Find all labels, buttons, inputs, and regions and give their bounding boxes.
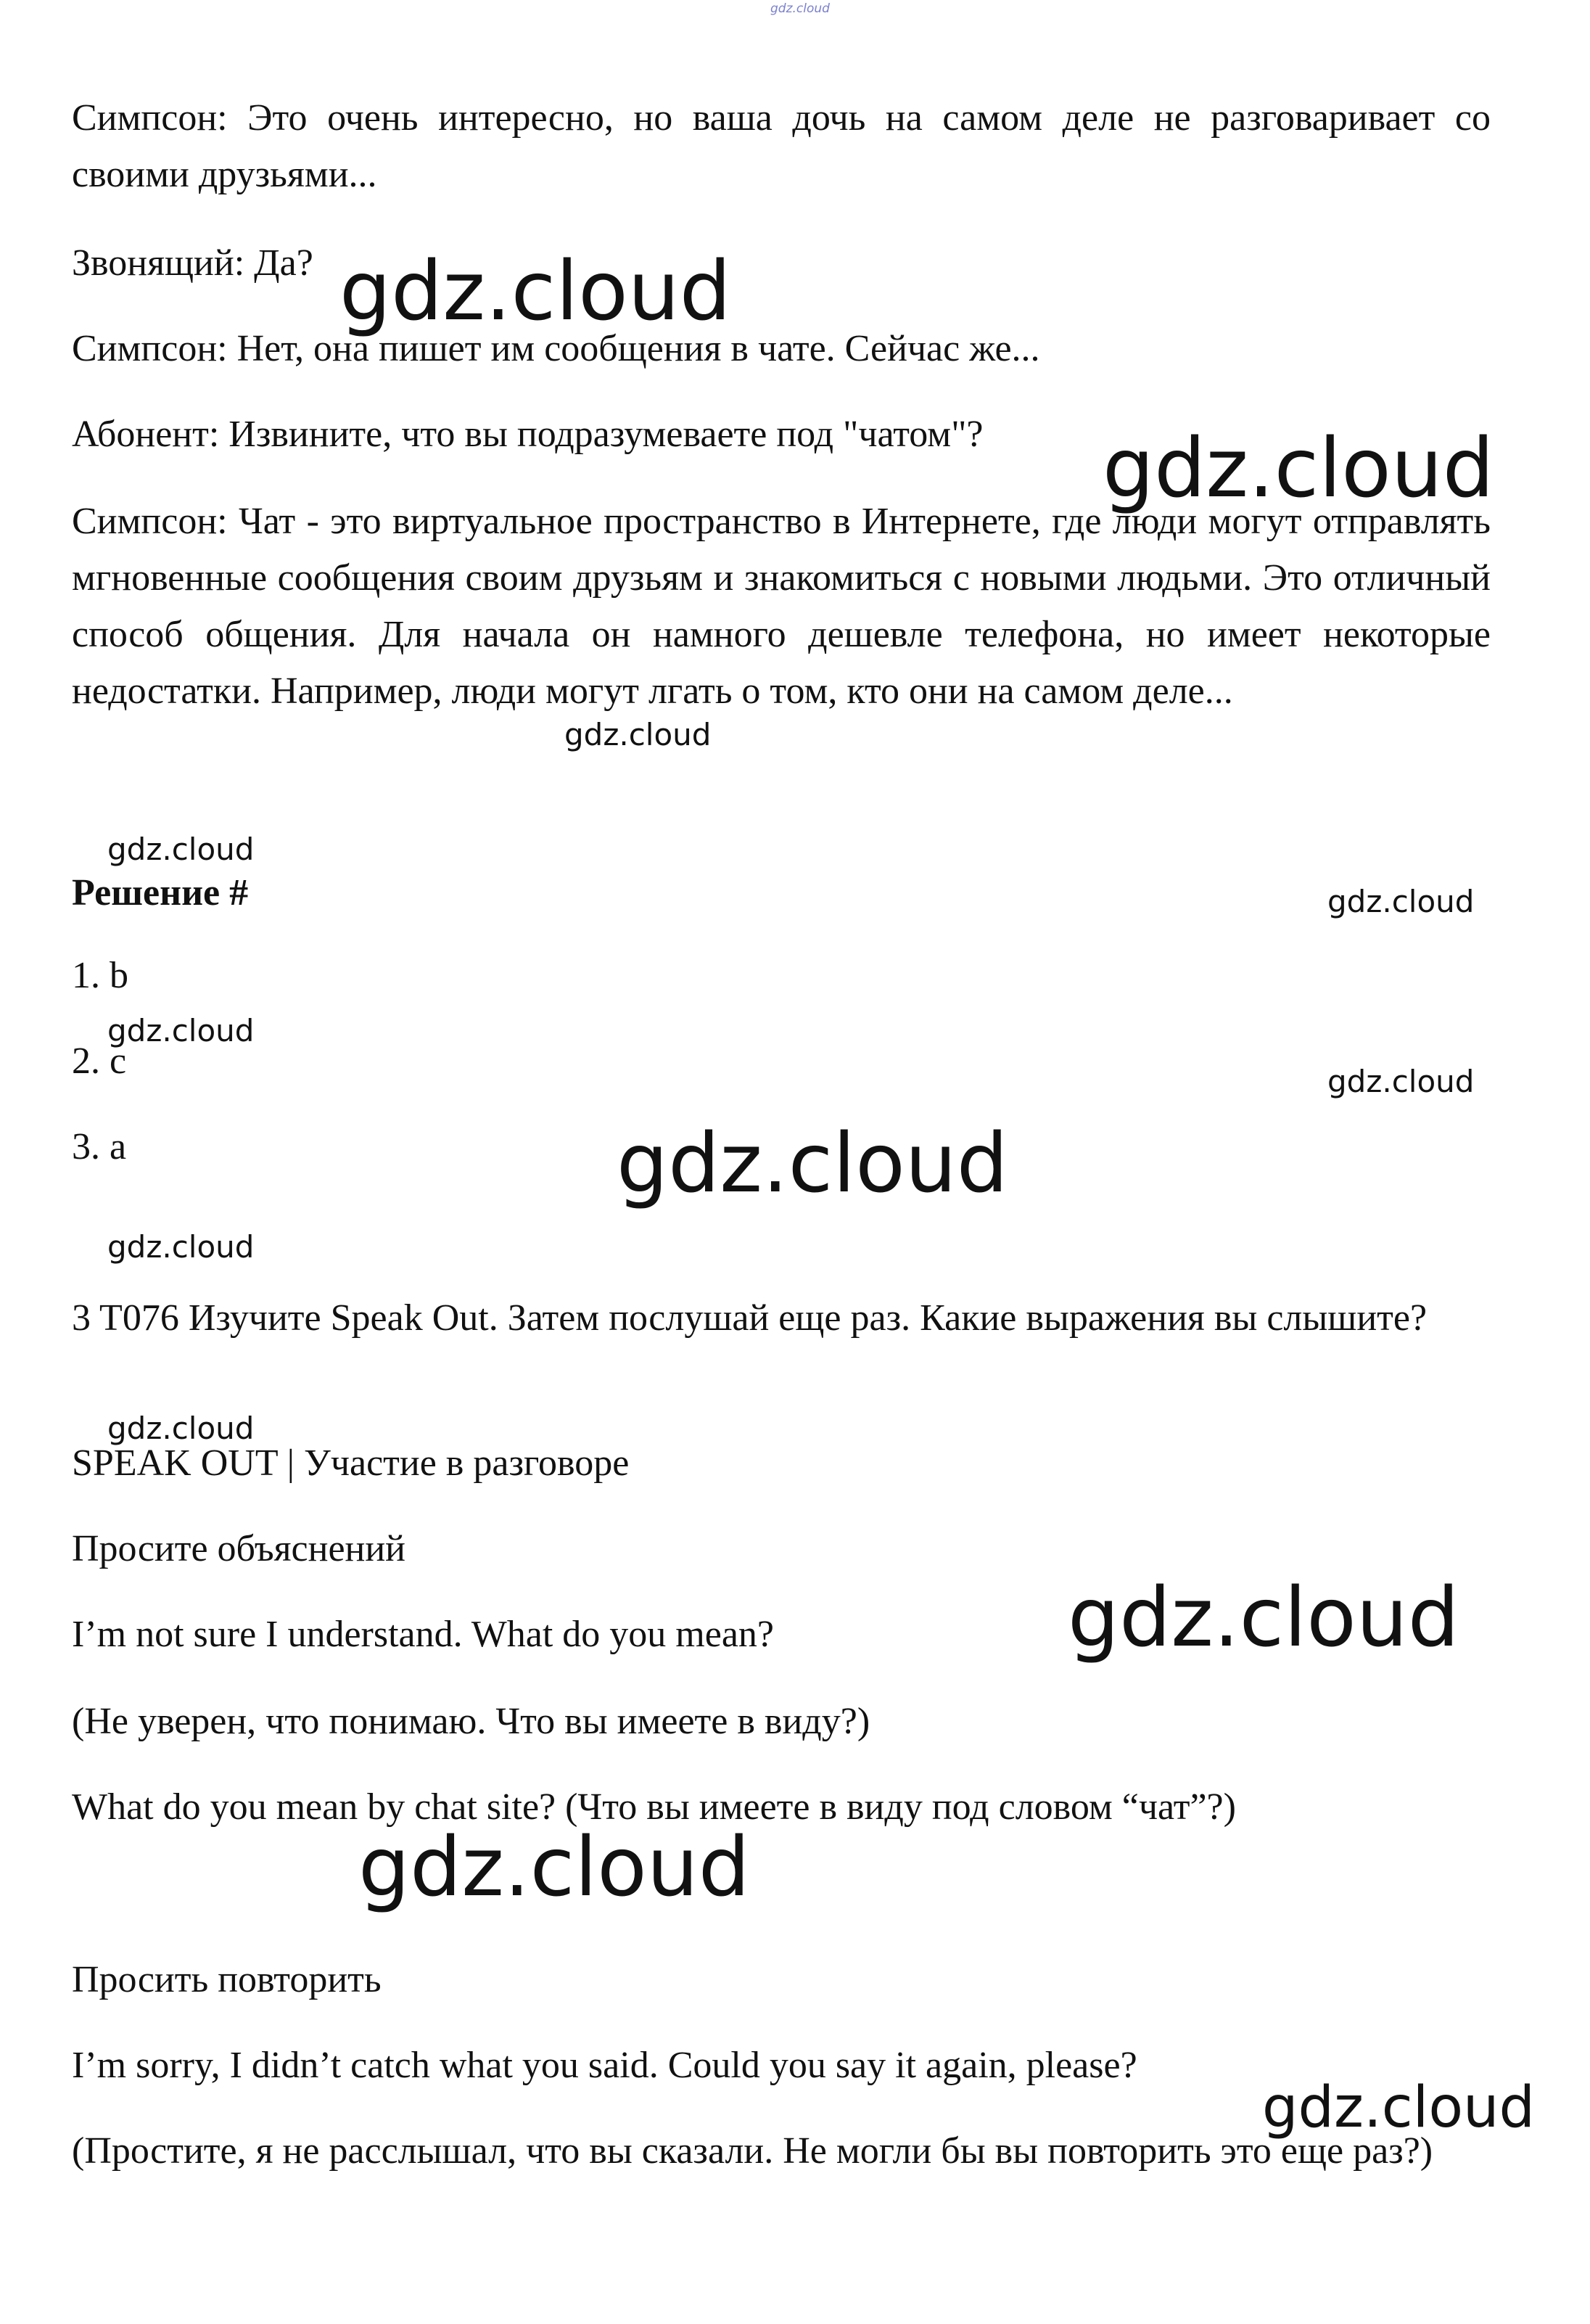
watermark: gdz.cloud	[358, 1820, 750, 1915]
task-text: 3 T076 Изучите Speak Out. Затем послушай еще раз. Какие выражения вы слышите?	[72, 1297, 1428, 1339]
answer-3: 3. a	[72, 1126, 127, 1167]
speak-out-line-6: I’m sorry, I didn’t catch what you said. Could you say it again, please?	[72, 2045, 1137, 2086]
speak-out-line-5: Просить повторить	[72, 1959, 382, 2000]
speak-out-line-4: What do you mean by chat site? (Что вы имеете в виду под словом “чат”?)	[72, 1786, 1236, 1828]
speak-out-line-1: Просите объяснений	[72, 1528, 406, 1569]
dialogue-line-2: Звонящий: Да?	[72, 242, 313, 284]
dialogue-line-5: Симпсон: Чат - это виртуальное пространство в Интернете, где люди могут отправлять мгновенные сообщения своим друзьям и знакомиться с новыми людьми. Это отличный способ общения. Для начала он намного дешевле телефона, но имеет некоторые недостатки. Например, люди могут лгать о том, кто они на самом деле...	[72, 501, 1491, 712]
top-watermark: gdz.cloud	[770, 1, 830, 16]
solution-heading: Решение #	[72, 872, 249, 913]
watermark: gdz.cloud	[107, 1229, 255, 1265]
watermark: gdz.cloud	[107, 1013, 255, 1048]
dialogue-line-3: Симпсон: Нет, она пишет им сообщения в чате. Сейчас же...	[72, 328, 1040, 369]
speak-out-line-2: I’m not sure I understand. What do you mean?	[72, 1614, 774, 1655]
watermark: gdz.cloud	[107, 1411, 255, 1446]
speak-out-line-3: (Не уверен, что понимаю. Что вы имеете в виду?)	[72, 1701, 870, 1742]
answer-1: 1. b	[72, 955, 128, 996]
watermark: gdz.cloud	[339, 245, 731, 339]
watermark: gdz.cloud	[1103, 422, 1494, 516]
watermark: gdz.cloud	[1068, 1571, 1459, 1665]
watermark: gdz.cloud	[1327, 884, 1475, 919]
watermark: gdz.cloud	[564, 717, 712, 752]
dialogue-line-4: Абонент: Извините, что вы подразумеваете под "чатом"?	[72, 414, 984, 455]
watermark: gdz.cloud	[107, 832, 255, 867]
watermark: gdz.cloud	[1327, 1064, 1475, 1099]
watermark: gdz.cloud	[617, 1117, 1008, 1211]
speak-out-title: SPEAK OUT | Участие в разговоре	[72, 1442, 630, 1484]
dialogue-line-1: Симпсон: Это очень интересно, но ваша дочь на самом деле не разговаривает со своими друзьями...	[72, 97, 1491, 195]
speak-out-line-7: (Простите, я не расслышал, что вы сказали. Не могли бы вы повторить это еще раз?)	[72, 2130, 1433, 2172]
answer-2: 2. c	[72, 1040, 127, 1082]
watermark: gdz.cloud	[1262, 2075, 1535, 2140]
